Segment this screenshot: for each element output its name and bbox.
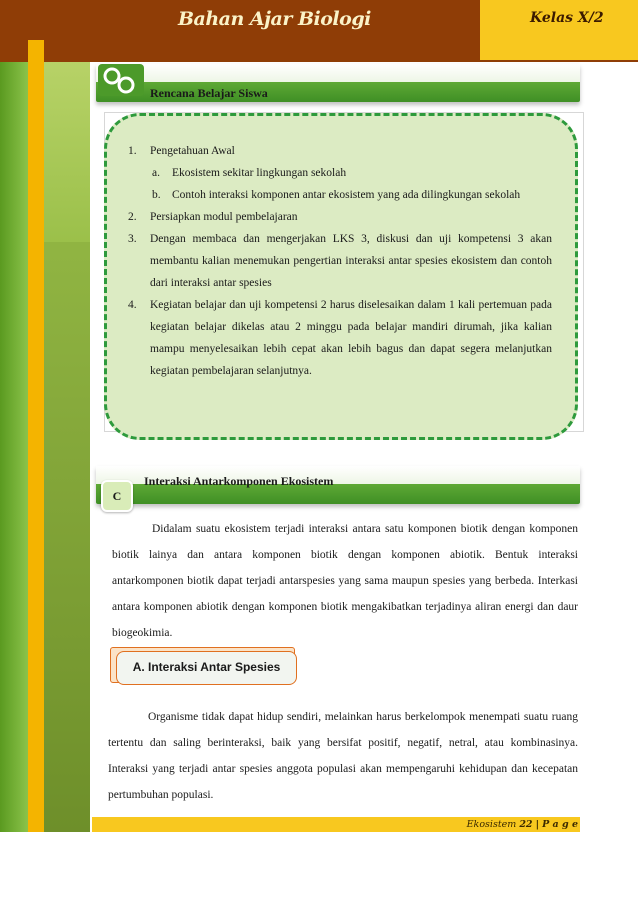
left-olive-stripe-top	[44, 62, 90, 242]
list-item: 2. Persiapkan modul pembelajaran	[128, 211, 298, 223]
list-item: 1. Pengetahuan Awal	[128, 145, 235, 157]
list-item: 3. Dengan membaca dan mengerjakan LKS 3, diskusi dan uji kompetensi 3 akan membantu kalian menemukan pengertian interaksi antar spesies ekosistem dan contoh dari interaksi antar spesies	[128, 233, 552, 289]
rencana-list	[120, 140, 552, 382]
left-yellow-stripe	[28, 40, 44, 832]
section-c-heading: Interaksi Antarkomponen Ekosistem	[144, 474, 334, 488]
footer-page-label: Ekosistem 22 | P a g e	[466, 819, 578, 830]
rencana-section-bar-top	[96, 64, 580, 82]
subsection-a-heading: A. Interaksi Antar Spesies	[116, 651, 297, 685]
header-title: Bahan Ajar Biologi	[178, 8, 371, 30]
header-kelas: Kelas X/2	[530, 10, 604, 26]
section-c-paragraph: Didalam suatu ekosistem terjadi interaksi antara satu komponen biotik dengan komponen biotik lainya dan antara komponen biotik dengan komponen abiotik. Bentuk interaksi antarkomponen biotik dapat terjadi antarspesies yang sama maupun spesies yang berbeda. Interkasi antara komponen abiotik dengan komponen biotik mengakibatkan terjadinya aliran energi dan daur biogeokimia.	[112, 523, 578, 639]
list-item: a. Ekosistem sekitar lingkungan sekolah	[152, 167, 347, 179]
rencana-heading: Rencana Belajar Siswa	[150, 86, 268, 100]
list-item: b. Contoh interaksi komponen antar ekosistem yang ada dilingkungan sekolah	[152, 189, 521, 201]
rings-icon	[98, 64, 144, 96]
left-green-stripe	[0, 62, 28, 832]
subsection-a-paragraph: Organisme tidak dapat hidup sendiri, melainkan harus berkelompok menempati suatu ruang tertentu dan saling berinteraksi, baik yang bersifat positif, negatif, netral, atau kombinasinya. Interaksi yang terjadi antar spesies anggota populasi akan mempengaruhi kehidupan dan kecepatan pertumbuhan populasi.	[108, 711, 578, 801]
header-kelas-box	[480, 0, 638, 60]
list-item: 4. Kegiatan belajar dan uji kompetensi 2 harus diselesaikan dalam 1 kali pertemuan pada kegiatan belajar dikelas atau 2 minggu pada belajar mandiri dirumah, jika kalian mampu menyelesaikan lebih cepat akan lebih bagus dan dapat segera melanjutkan kegiatan pembelajaran selanjutnya.	[128, 299, 552, 377]
section-c-letter: C	[101, 480, 133, 512]
